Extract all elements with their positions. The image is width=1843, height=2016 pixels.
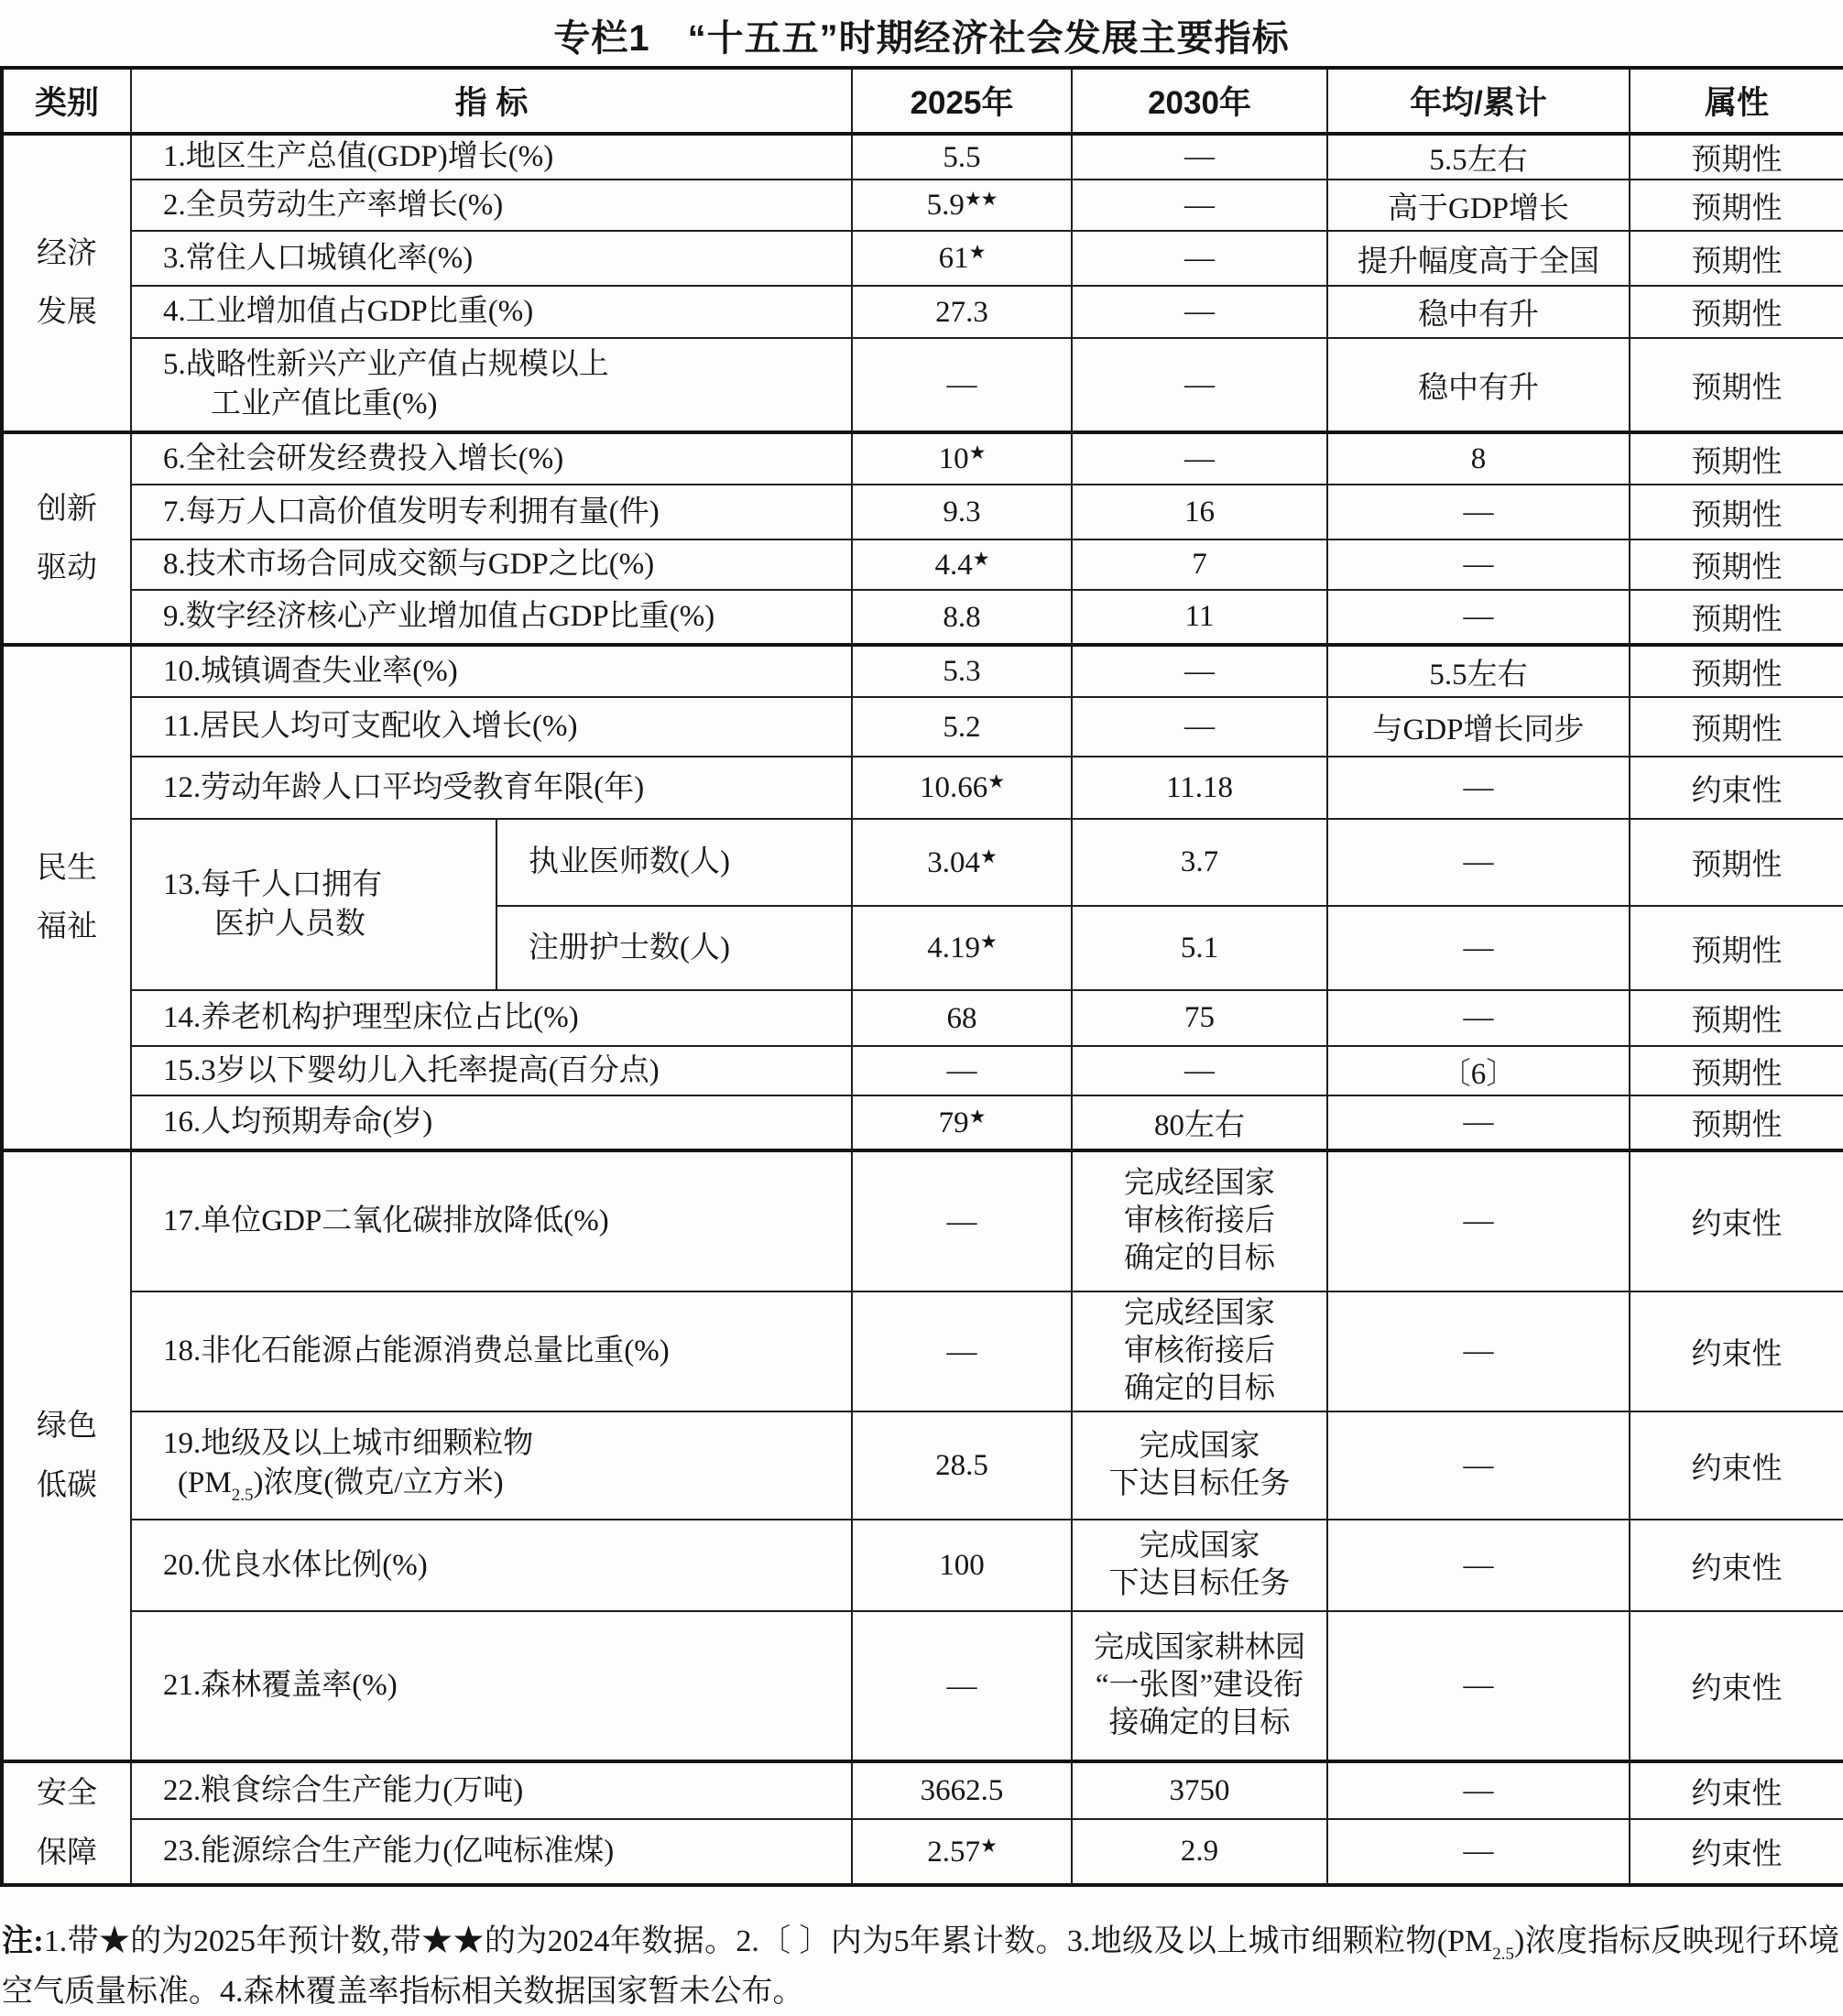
footnote-text: 1.带★的为2025年预计数,带★★的为2024年数据。2.〔 〕内为5年累计数。3.地级及以上城市细颗粒物(PM <box>43 1924 1493 1958</box>
table-row <box>2 180 1843 231</box>
star-suffix: ★ <box>972 547 989 570</box>
category-line: 保障 <box>37 1836 97 1869</box>
value-2025-cell: 3662.5 <box>852 1761 1072 1819</box>
attribute-cell: 预期性 <box>1630 539 1843 590</box>
value-2030-cell: 2.9 <box>1072 1819 1327 1885</box>
table-row <box>2 1411 1843 1520</box>
indicator-cell: 7.每万人口高价值发明专利拥有量(件) <box>131 485 852 539</box>
indicator-cell: 17.单位GDP二氧化碳排放降低(%) <box>131 1150 852 1291</box>
indicator-cell: 23.能源综合生产能力(亿吨标准煤) <box>131 1819 852 1885</box>
attribute-cell: 约束性 <box>1630 757 1843 819</box>
attribute-cell: 约束性 <box>1630 1819 1843 1885</box>
value-2025-cell: 61★ <box>852 231 1072 286</box>
avg-cumulative-cell: 5.5左右 <box>1327 645 1630 697</box>
value-2025-cell: 68 <box>852 990 1072 1046</box>
value-2030-cell: 11 <box>1072 590 1327 645</box>
page-title: 专栏1 “十五五”时期经济社会发展主要指标 <box>553 18 1290 59</box>
attribute-cell: 预期性 <box>1630 819 1843 906</box>
value-2025-cell: — <box>852 1611 1072 1761</box>
indicator-cell: 18.非化石能源占能源消费总量比重(%) <box>131 1291 852 1411</box>
indicator-cell: 22.粮食综合生产能力(万吨) <box>131 1761 852 1819</box>
table-row <box>2 819 1843 906</box>
table-row <box>2 1095 1843 1150</box>
indicator-cell: 14.养老机构护理型床位占比(%) <box>131 990 852 1046</box>
attribute-cell: 预期性 <box>1630 180 1843 231</box>
star-suffix: ★ <box>979 931 997 953</box>
attribute-cell: 预期性 <box>1630 697 1843 757</box>
star-suffix: ★ <box>968 241 986 263</box>
sub-indicator-cell: 注册护士数(人) <box>496 906 852 990</box>
table-row <box>2 590 1843 645</box>
indicator-table <box>0 66 1843 1887</box>
table-row <box>2 539 1843 590</box>
value-2025-cell: 28.5 <box>852 1411 1072 1520</box>
indicator-cell: 20.优良水体比例(%) <box>131 1520 852 1611</box>
value-2025-cell: 9.3 <box>852 485 1072 539</box>
attribute-cell: 预期性 <box>1630 990 1843 1046</box>
indicator-cell: 8.技术市场合同成交额与GDP之比(%) <box>131 539 852 590</box>
avg-cumulative-cell: — <box>1327 906 1630 990</box>
value-2030-cell: — <box>1072 338 1327 432</box>
header-attribute: 属性 <box>1630 68 1843 134</box>
indicator-cell: 19.地级及以上城市细颗粒物 $(PM_{2.5})$浓度(微克/立方米) <box>131 1411 852 1520</box>
table-row <box>2 338 1843 432</box>
avg-cumulative-cell: — <box>1327 1095 1630 1150</box>
indicator-cell: 3.常住人口城镇化率(%) <box>131 231 852 286</box>
value-2025-cell: — <box>852 1291 1072 1411</box>
value-2030-cell: — <box>1072 231 1327 286</box>
category-line: 民生 <box>37 851 97 885</box>
value-2030-cell: 7 <box>1072 539 1327 590</box>
category-cell-livelihood <box>2 645 131 1150</box>
avg-cumulative-cell: — <box>1327 590 1630 645</box>
indicator-cell: 2.全员劳动生产率增长(%) <box>131 180 852 231</box>
avg-cumulative-cell: — <box>1327 1150 1630 1291</box>
table-row <box>2 485 1843 539</box>
value-2030-cell: 5.1 <box>1072 906 1327 990</box>
value-2030-cell: 75 <box>1072 990 1327 1046</box>
table-row <box>2 1046 1843 1095</box>
indicator-cell-medical-staff: 13.每千人口拥有 医护人员数 <box>131 819 496 990</box>
table-row <box>2 286 1843 338</box>
attribute-cell: 预期性 <box>1630 906 1843 990</box>
table-row <box>2 432 1843 485</box>
avg-cumulative-cell: 5.5左右 <box>1327 134 1630 180</box>
header-category: 类别 <box>2 68 131 134</box>
avg-cumulative-cell: 8 <box>1327 432 1630 485</box>
table-row <box>2 757 1843 819</box>
value-2025-cell: — <box>852 1046 1072 1095</box>
table-row <box>2 1611 1843 1761</box>
value-2030-cell: 80左右 <box>1072 1095 1327 1150</box>
category-line: 经济 <box>37 236 97 270</box>
category-line: 绿色 <box>37 1410 97 1444</box>
value-2025-cell: 4.19★ <box>852 906 1072 990</box>
value-2025-cell: 10★ <box>852 432 1072 485</box>
value-2025-cell: 10.66★ <box>852 757 1072 819</box>
pm25-subscript: 2.5 <box>1492 1945 1514 1964</box>
indicator-cell: 16.人均预期寿命(岁) <box>131 1095 852 1150</box>
avg-cumulative-cell: — <box>1327 1819 1630 1885</box>
value-2030-cell: — <box>1072 180 1327 231</box>
category-line: 创新 <box>37 492 97 526</box>
avg-cumulative-cell: 与GDP增长同步 <box>1327 697 1630 757</box>
table-row <box>2 1520 1843 1611</box>
avg-cumulative-cell: 稳中有升 <box>1327 338 1630 432</box>
indicator-cell: 5.战略性新兴产业产值占规模以上 工业产值比重(%) <box>131 338 852 432</box>
attribute-cell: 预期性 <box>1630 485 1843 539</box>
avg-cumulative-cell: — <box>1327 1291 1630 1411</box>
table-row <box>2 231 1843 286</box>
attribute-cell: 预期性 <box>1630 1095 1843 1150</box>
table-row <box>2 1819 1843 1885</box>
attribute-cell: 约束性 <box>1630 1150 1843 1291</box>
category-cell-green <box>2 1150 131 1761</box>
star-suffix: ★ <box>979 1834 997 1857</box>
avg-cumulative-cell: — <box>1327 1761 1630 1819</box>
avg-cumulative-cell: — <box>1327 757 1630 819</box>
category-cell-innovation <box>2 432 131 645</box>
header-indicator: 指 标 <box>131 68 852 134</box>
value-2030-cell: 11.18 <box>1072 757 1327 819</box>
value-2030-cell: 完成经国家 审核衔接后 确定的目标 <box>1072 1150 1327 1291</box>
attribute-cell: 约束性 <box>1630 1411 1843 1520</box>
category-line: 驱动 <box>37 551 97 584</box>
indicator-cell: 4.工业增加值占GDP比重(%) <box>131 286 852 338</box>
attribute-cell: 预期性 <box>1630 1046 1843 1095</box>
value-2030-cell: — <box>1072 1046 1327 1095</box>
header-2030: 2030年 <box>1072 68 1327 134</box>
attribute-cell: 约束性 <box>1630 1291 1843 1411</box>
avg-cumulative-cell: 〔6〕 <box>1327 1046 1630 1095</box>
value-2030-cell: 完成国家耕林园 “一张图”建设衔 接确定的目标 <box>1072 1611 1327 1761</box>
avg-cumulative-cell: — <box>1327 1520 1630 1611</box>
avg-cumulative-cell: 稳中有升 <box>1327 286 1630 338</box>
avg-cumulative-cell: 提升幅度高于全国 <box>1327 231 1630 286</box>
attribute-cell: 预期性 <box>1630 286 1843 338</box>
indicator-cell: 1.地区生产总值(GDP)增长(%) <box>131 134 852 180</box>
star-suffix: ★ <box>968 441 986 463</box>
value-2025-cell: 8.8 <box>852 590 1072 645</box>
indicator-cell: 15.3岁以下婴幼儿入托率提高(百分点) <box>131 1046 852 1095</box>
value-2030-cell: 完成国家 下达目标任务 <box>1072 1411 1327 1520</box>
table-row <box>2 134 1843 180</box>
value-2030-cell: 3.7 <box>1072 819 1327 906</box>
indicator-cell: 21.森林覆盖率(%) <box>131 1611 852 1761</box>
footnote <box>0 1887 1843 2016</box>
star-suffix: ★ <box>987 770 1005 792</box>
value-2030-cell: 3750 <box>1072 1761 1327 1819</box>
value-2025-cell: 5.2 <box>852 697 1072 757</box>
avg-cumulative-cell: 高于GDP增长 <box>1327 180 1630 231</box>
value-2025-cell: 79★ <box>852 1095 1072 1150</box>
value-2025-cell: 5.5 <box>852 134 1072 180</box>
value-2025-cell: 5.3 <box>852 645 1072 697</box>
value-2030-cell: — <box>1072 645 1327 697</box>
value-2030-cell: — <box>1072 697 1327 757</box>
sub-indicator-cell: 执业医师数(人) <box>496 819 852 906</box>
footnote-label: 注: <box>2 1924 44 1958</box>
value-2025-cell: 4.4★ <box>852 539 1072 590</box>
footnote-text: )浓度指标反映现行环境空气质量标准。4.森林覆盖率指标相关数据国家暂未公布。 <box>2 1924 1840 2009</box>
value-2030-cell: — <box>1072 432 1327 485</box>
attribute-cell: 预期性 <box>1630 590 1843 645</box>
attribute-cell: 约束性 <box>1630 1761 1843 1819</box>
indicator-cell: 11.居民人均可支配收入增长(%) <box>131 697 852 757</box>
category-line: 发展 <box>37 296 97 329</box>
attribute-cell: 预期性 <box>1630 432 1843 485</box>
indicator-cell: 6.全社会研发经费投入增长(%) <box>131 432 852 485</box>
value-2025-cell: 5.9★★ <box>852 180 1072 231</box>
table-row <box>2 1150 1843 1291</box>
avg-cumulative-cell: — <box>1327 819 1630 906</box>
category-cell-security <box>2 1761 131 1885</box>
indicator-cell: 12.劳动年龄人口平均受教育年限(年) <box>131 757 852 819</box>
attribute-cell: 预期性 <box>1630 231 1843 286</box>
avg-cumulative-cell: — <box>1327 1611 1630 1761</box>
category-cell-economy <box>2 134 131 432</box>
header-2025: 2025年 <box>852 68 1072 134</box>
star-suffix: ★★ <box>964 188 998 210</box>
value-2025-cell: — <box>852 338 1072 432</box>
table-row <box>2 645 1843 697</box>
table-row <box>2 990 1843 1046</box>
star-suffix: ★ <box>979 845 997 867</box>
avg-cumulative-cell: — <box>1327 539 1630 590</box>
star-suffix: ★ <box>968 1105 986 1128</box>
table-header-row <box>2 68 1843 134</box>
value-2030-cell: 完成国家 下达目标任务 <box>1072 1520 1327 1611</box>
value-2025-cell: 27.3 <box>852 286 1072 338</box>
category-line: 低碳 <box>37 1468 97 1502</box>
attribute-cell: 预期性 <box>1630 134 1843 180</box>
value-2030-cell: — <box>1072 286 1327 338</box>
value-2030-cell: 16 <box>1072 485 1327 539</box>
value-2030-cell: 完成经国家 审核衔接后 确定的目标 <box>1072 1291 1327 1411</box>
category-line: 安全 <box>37 1777 97 1811</box>
avg-cumulative-cell: — <box>1327 1411 1630 1520</box>
value-2025-cell: 3.04★ <box>852 819 1072 906</box>
attribute-cell: 预期性 <box>1630 645 1843 697</box>
indicator-cell: 9.数字经济核心产业增加值占GDP比重(%) <box>131 590 852 645</box>
value-2025-cell: 2.57★ <box>852 1819 1072 1885</box>
header-avg-cumulative: 年均/累计 <box>1327 68 1630 134</box>
pm25-subscript: 2.5 <box>231 1485 254 1505</box>
attribute-cell: 约束性 <box>1630 1520 1843 1611</box>
indicator-cell: 10.城镇调查失业率(%) <box>131 645 852 697</box>
table-row <box>2 1761 1843 1819</box>
attribute-cell: 预期性 <box>1630 338 1843 432</box>
table-row <box>2 1291 1843 1411</box>
table-row <box>2 697 1843 757</box>
value-2030-cell: — <box>1072 134 1327 180</box>
value-2025-cell: — <box>852 1150 1072 1291</box>
category-line: 福祉 <box>37 910 97 943</box>
attribute-cell: 约束性 <box>1630 1611 1843 1761</box>
avg-cumulative-cell: — <box>1327 485 1630 539</box>
avg-cumulative-cell: — <box>1327 990 1630 1046</box>
value-2025-cell: 100 <box>852 1520 1072 1611</box>
